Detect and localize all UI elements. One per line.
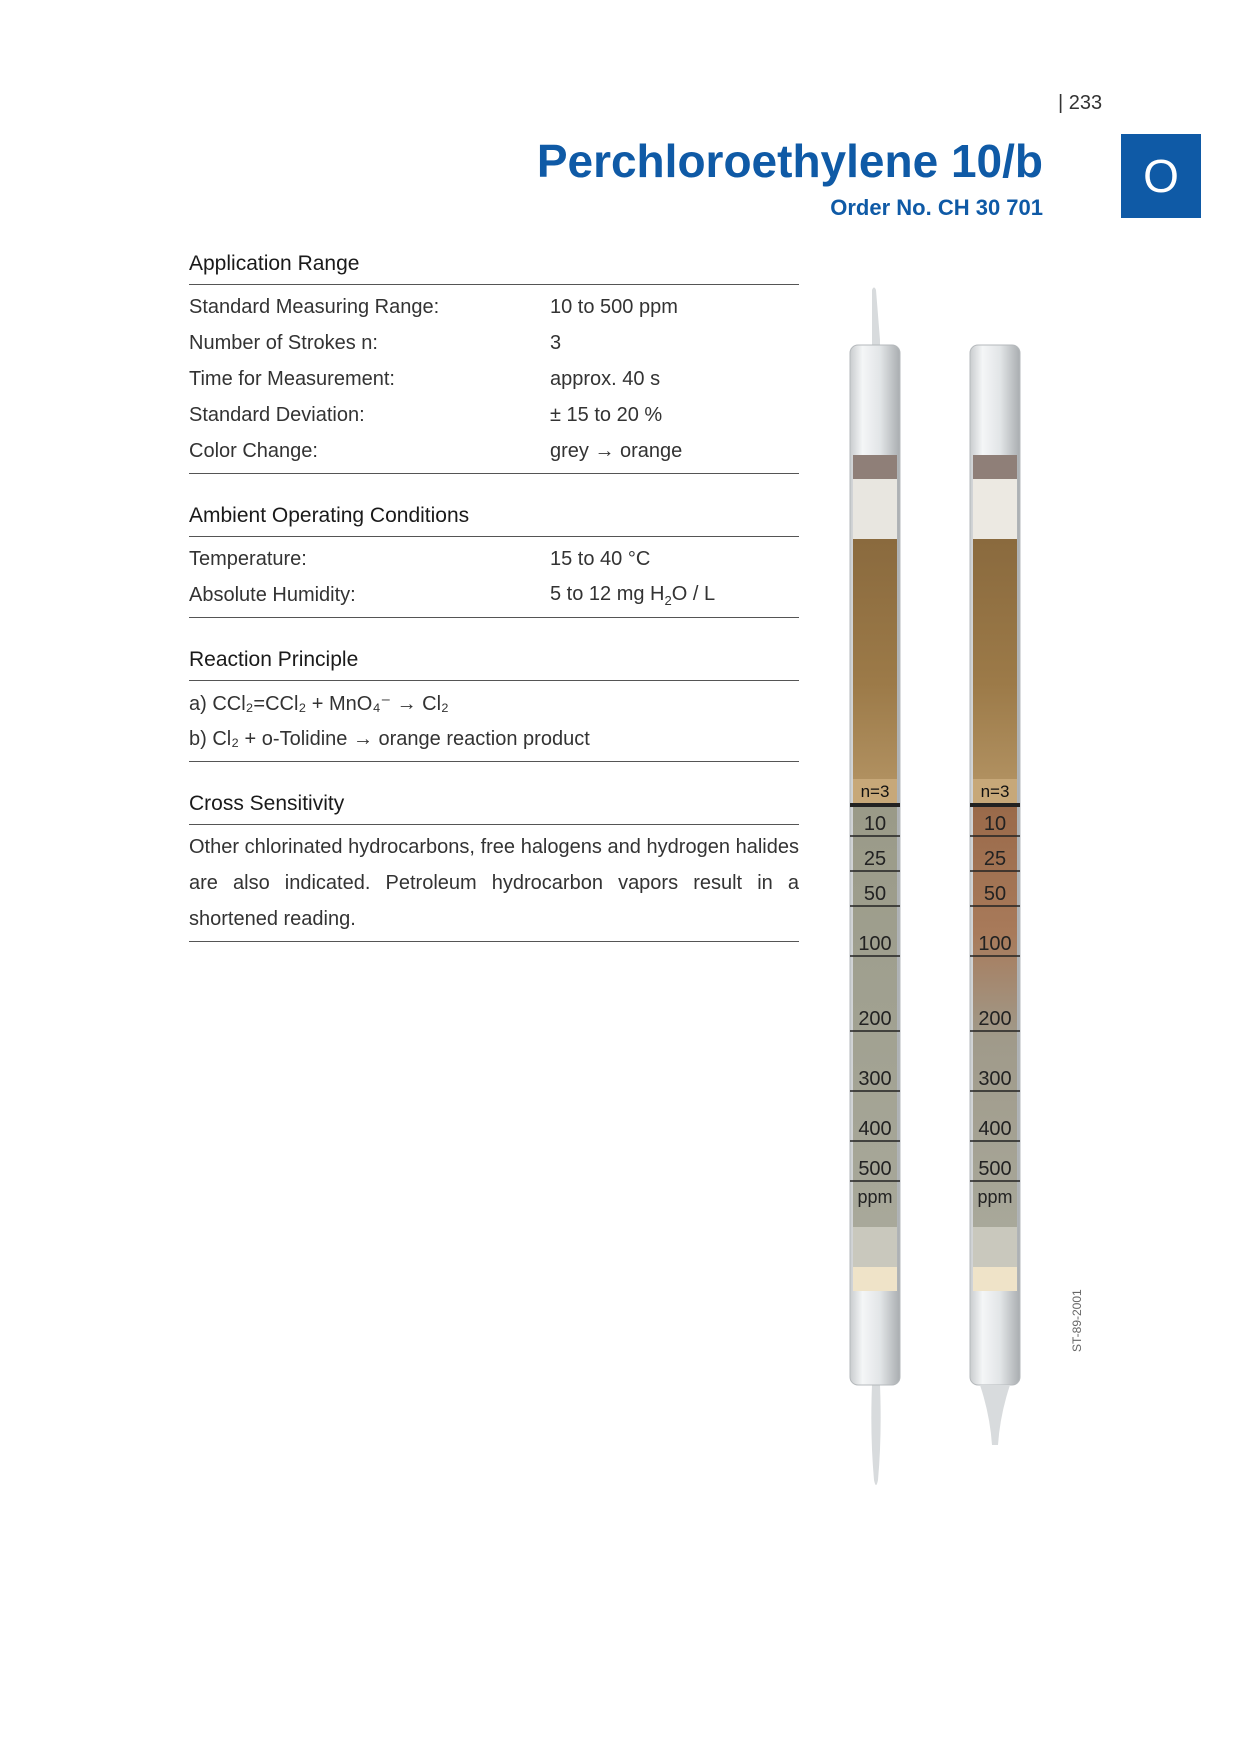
spec-value: 3 — [550, 331, 562, 354]
cross-sensitivity-section — [189, 792, 799, 942]
scale-label: 400 — [858, 1118, 892, 1140]
spec-label: Temperature: — [189, 547, 307, 570]
reaction-principle-heading: Reaction Principle — [189, 648, 799, 681]
spec-label: Number of Strokes n: — [189, 331, 378, 354]
humidity-subscript: 2 — [664, 592, 672, 608]
spec-row — [189, 325, 799, 361]
application-range-rows — [189, 285, 799, 474]
cross-sensitivity-text: Other chlorinated hydrocarbons, free halogens and hydrogen halides are also indicated. Petroleum hydrocarbon vapors result in a shortened reading. — [189, 836, 799, 930]
scale-label: 200 — [858, 1008, 892, 1030]
scale-label: 300 — [978, 1068, 1012, 1090]
scale-label: 10 — [863, 813, 887, 835]
spec-row — [189, 433, 799, 469]
spec-row — [189, 577, 799, 613]
detector-tube-photo — [820, 285, 1070, 1495]
section-tab: O — [1121, 134, 1201, 218]
scale-label: 200 — [978, 1008, 1012, 1030]
page-title: Perchloroethylene 10/b — [536, 135, 1043, 187]
cross-sensitivity-heading: Cross Sensitivity — [189, 792, 799, 825]
cross-sensitivity-body — [189, 825, 799, 942]
reaction-principle-rows — [189, 681, 799, 762]
application-range-heading: Application Range — [189, 252, 799, 285]
scale-label: 25 — [983, 848, 1007, 870]
spec-row — [189, 361, 799, 397]
scale-label: 400 — [978, 1118, 1012, 1140]
spec-label: Standard Deviation: — [189, 403, 365, 426]
scale-label: 100 — [978, 933, 1012, 955]
humidity-prefix: 5 to 12 mg H — [550, 582, 665, 605]
spec-value: 10 to 500 ppm — [550, 295, 678, 318]
ambient-conditions-section — [189, 504, 799, 618]
spec-label: Time for Measurement: — [189, 367, 395, 390]
scale-label: 50 — [863, 883, 887, 905]
reaction-line-a: a) CCl₂=CCl₂ + MnO₄⁻ → Cl₂ — [189, 692, 449, 715]
application-range-section — [189, 252, 799, 474]
scale-unit: ppm — [977, 1187, 1013, 1207]
content — [189, 252, 799, 972]
scale-label: 10 — [983, 813, 1007, 835]
scale-label: 500 — [978, 1158, 1012, 1180]
scale-label: 50 — [983, 883, 1007, 905]
photo-credit: ST-89-2001 — [1070, 1289, 1084, 1352]
spec-value: grey → orange — [550, 439, 683, 462]
order-number: Order No. CH 30 701 — [830, 195, 1043, 220]
spec-value — [550, 583, 799, 608]
scale-unit: ppm — [857, 1187, 893, 1207]
spec-value: approx. 40 s — [550, 367, 661, 390]
page-number: | 233 — [1058, 92, 1103, 114]
scale-label: 25 — [863, 848, 887, 870]
scale-label: 500 — [858, 1158, 892, 1180]
reaction-principle-section — [189, 648, 799, 762]
spec-label: Color Change: — [189, 439, 318, 462]
spec-label: Absolute Humidity: — [189, 583, 356, 606]
stroke-count-label: n=3 — [980, 782, 1010, 801]
ambient-conditions-heading: Ambient Operating Conditions — [189, 504, 799, 537]
stroke-count-label: n=3 — [860, 782, 890, 801]
spec-value: 15 to 40 °C — [550, 547, 651, 570]
spec-row — [189, 289, 799, 325]
spec-label: Standard Measuring Range: — [189, 295, 440, 318]
scale-label: 100 — [858, 933, 892, 955]
spec-row — [189, 397, 799, 433]
spec-value: ± 15 to 20 % — [550, 403, 663, 426]
humidity-suffix: O / L — [671, 582, 716, 605]
spec-row — [189, 541, 799, 577]
ambient-conditions-rows — [189, 537, 799, 618]
scale-label: 300 — [858, 1068, 892, 1090]
reaction-line-b: b) Cl₂ + o-Tolidine → orange reaction product — [189, 727, 590, 750]
